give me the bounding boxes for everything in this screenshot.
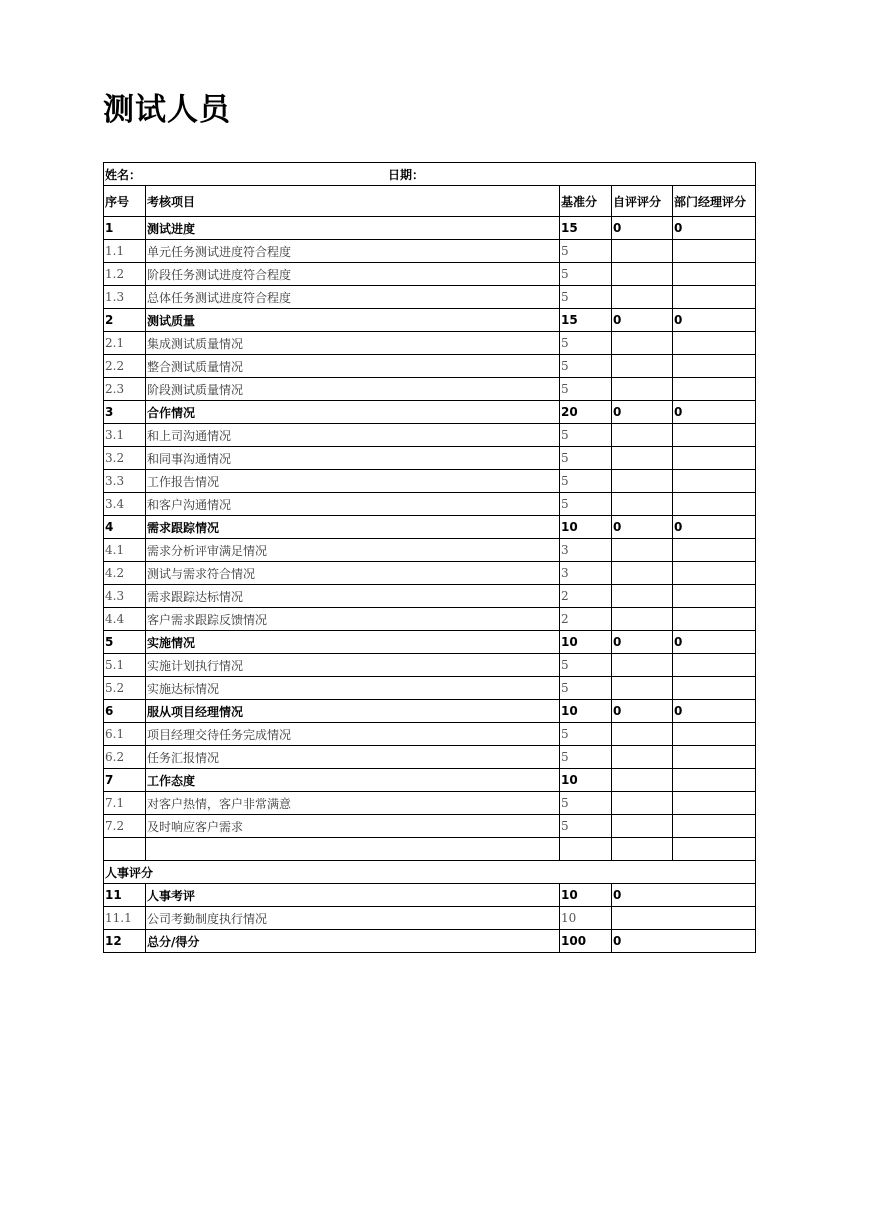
item-name: 阶段任务测试进度符合程度 bbox=[146, 263, 560, 286]
item-manager-score bbox=[673, 447, 756, 470]
item-manager-score bbox=[673, 240, 756, 263]
item-row bbox=[104, 815, 756, 838]
hr-section-row bbox=[104, 861, 756, 884]
group-name: 合作情况 bbox=[146, 401, 560, 424]
item-base: 5 bbox=[560, 493, 612, 516]
item-no: 1.2 bbox=[104, 263, 146, 286]
item-name: 和客户沟通情况 bbox=[146, 493, 560, 516]
header-no: 序号 bbox=[104, 186, 146, 217]
item-self-score bbox=[612, 654, 673, 677]
item-self-score bbox=[612, 470, 673, 493]
item-base: 5 bbox=[560, 723, 612, 746]
item-row bbox=[104, 539, 756, 562]
group-self-score: 0 bbox=[612, 700, 673, 723]
hr-item-no: 11.1 bbox=[104, 907, 146, 930]
item-base: 5 bbox=[560, 654, 612, 677]
item-name: 整合测试质量情况 bbox=[146, 355, 560, 378]
item-no: 4.3 bbox=[104, 585, 146, 608]
item-base: 5 bbox=[560, 378, 612, 401]
group-manager-score: 0 bbox=[673, 217, 756, 240]
item-manager-score bbox=[673, 470, 756, 493]
group-base: 15 bbox=[560, 309, 612, 332]
item-row bbox=[104, 723, 756, 746]
item-no: 2.1 bbox=[104, 332, 146, 355]
item-no: 4.1 bbox=[104, 539, 146, 562]
page-title: 测试人员 bbox=[103, 92, 231, 128]
item-base: 5 bbox=[560, 746, 612, 769]
item-self-score bbox=[612, 263, 673, 286]
item-manager-score bbox=[673, 815, 756, 838]
group-row bbox=[104, 217, 756, 240]
group-row bbox=[104, 631, 756, 654]
total-row bbox=[104, 930, 756, 953]
item-row bbox=[104, 585, 756, 608]
blank-base bbox=[560, 838, 612, 861]
group-base: 20 bbox=[560, 401, 612, 424]
group-base: 10 bbox=[560, 769, 612, 792]
item-self-score bbox=[612, 378, 673, 401]
group-manager-score: 0 bbox=[673, 309, 756, 332]
item-base: 5 bbox=[560, 332, 612, 355]
item-name: 集成测试质量情况 bbox=[146, 332, 560, 355]
item-manager-score bbox=[673, 654, 756, 677]
info-cell bbox=[104, 163, 756, 186]
item-self-score bbox=[612, 562, 673, 585]
item-no: 3.3 bbox=[104, 470, 146, 493]
item-name: 对客户热情，客户非常满意 bbox=[146, 792, 560, 815]
item-name: 总体任务测试进度符合程度 bbox=[146, 286, 560, 309]
item-no: 6.1 bbox=[104, 723, 146, 746]
header-base: 基准分 bbox=[560, 186, 612, 217]
item-no: 7.2 bbox=[104, 815, 146, 838]
group-no: 7 bbox=[104, 769, 146, 792]
item-name: 阶段测试质量情况 bbox=[146, 378, 560, 401]
item-no: 2.2 bbox=[104, 355, 146, 378]
item-self-score bbox=[612, 355, 673, 378]
item-self-score bbox=[612, 585, 673, 608]
item-self-score bbox=[612, 723, 673, 746]
item-row bbox=[104, 562, 756, 585]
group-self-score: 0 bbox=[612, 516, 673, 539]
item-manager-score bbox=[673, 792, 756, 815]
item-row bbox=[104, 286, 756, 309]
group-name: 需求跟踪情况 bbox=[146, 516, 560, 539]
item-row bbox=[104, 470, 756, 493]
item-manager-score bbox=[673, 286, 756, 309]
item-row bbox=[104, 424, 756, 447]
header-self: 自评评分 bbox=[612, 186, 673, 217]
item-self-score bbox=[612, 792, 673, 815]
total-name: 总分/得分 bbox=[146, 930, 560, 953]
item-self-score bbox=[612, 332, 673, 355]
item-name: 需求分析评审满足情况 bbox=[146, 539, 560, 562]
group-self-score: 0 bbox=[612, 631, 673, 654]
blank-self bbox=[612, 838, 673, 861]
item-no: 5.1 bbox=[104, 654, 146, 677]
item-base: 5 bbox=[560, 677, 612, 700]
item-self-score bbox=[612, 677, 673, 700]
item-manager-score bbox=[673, 424, 756, 447]
item-name: 实施计划执行情况 bbox=[146, 654, 560, 677]
blank-name bbox=[146, 838, 560, 861]
blank-manager bbox=[673, 838, 756, 861]
item-name: 及时响应客户需求 bbox=[146, 815, 560, 838]
date-label: 日期： bbox=[388, 167, 425, 182]
item-no: 6.2 bbox=[104, 746, 146, 769]
hr-group-row bbox=[104, 884, 756, 907]
hr-group-base: 10 bbox=[560, 884, 612, 907]
header-manager: 部门经理评分 bbox=[673, 186, 756, 217]
item-manager-score bbox=[673, 723, 756, 746]
item-no: 2.3 bbox=[104, 378, 146, 401]
group-manager-score: 0 bbox=[673, 401, 756, 424]
item-name: 工作报告情况 bbox=[146, 470, 560, 493]
item-self-score bbox=[612, 746, 673, 769]
item-manager-score bbox=[673, 608, 756, 631]
item-self-score bbox=[612, 447, 673, 470]
item-row bbox=[104, 240, 756, 263]
group-name: 测试进度 bbox=[146, 217, 560, 240]
item-self-score bbox=[612, 815, 673, 838]
evaluation-table bbox=[103, 162, 756, 953]
item-base: 2 bbox=[560, 585, 612, 608]
hr-item-base: 10 bbox=[560, 907, 612, 930]
item-manager-score bbox=[673, 263, 756, 286]
item-no: 3.1 bbox=[104, 424, 146, 447]
item-self-score bbox=[612, 240, 673, 263]
blank-row bbox=[104, 838, 756, 861]
header-row bbox=[104, 186, 756, 217]
item-row bbox=[104, 263, 756, 286]
hr-item-score bbox=[612, 907, 756, 930]
hr-group-no: 11 bbox=[104, 884, 146, 907]
group-name: 服从项目经理情况 bbox=[146, 700, 560, 723]
item-row bbox=[104, 677, 756, 700]
item-row bbox=[104, 792, 756, 815]
group-manager-score: 0 bbox=[673, 700, 756, 723]
item-name: 需求跟踪达标情况 bbox=[146, 585, 560, 608]
item-base: 3 bbox=[560, 539, 612, 562]
group-base: 10 bbox=[560, 516, 612, 539]
item-base: 5 bbox=[560, 470, 612, 493]
blank-no bbox=[104, 838, 146, 861]
item-name: 测试与需求符合情况 bbox=[146, 562, 560, 585]
item-name: 和上司沟通情况 bbox=[146, 424, 560, 447]
item-manager-score bbox=[673, 677, 756, 700]
item-row bbox=[104, 355, 756, 378]
item-row bbox=[104, 493, 756, 516]
group-name: 测试质量 bbox=[146, 309, 560, 332]
item-base: 3 bbox=[560, 562, 612, 585]
hr-item-row bbox=[104, 907, 756, 930]
group-self-score: 0 bbox=[612, 309, 673, 332]
item-row bbox=[104, 378, 756, 401]
group-name: 实施情况 bbox=[146, 631, 560, 654]
item-manager-score bbox=[673, 562, 756, 585]
total-base: 100 bbox=[560, 930, 612, 953]
group-row bbox=[104, 516, 756, 539]
item-base: 5 bbox=[560, 447, 612, 470]
group-name: 工作态度 bbox=[146, 769, 560, 792]
hr-group-name: 人事考评 bbox=[146, 884, 560, 907]
item-no: 4.4 bbox=[104, 608, 146, 631]
group-row bbox=[104, 309, 756, 332]
group-no: 5 bbox=[104, 631, 146, 654]
item-row bbox=[104, 746, 756, 769]
item-base: 5 bbox=[560, 263, 612, 286]
item-manager-score bbox=[673, 355, 756, 378]
item-manager-score bbox=[673, 332, 756, 355]
hr-section-label: 人事评分 bbox=[104, 861, 756, 884]
group-manager-score: 0 bbox=[673, 516, 756, 539]
group-no: 2 bbox=[104, 309, 146, 332]
item-name: 实施达标情况 bbox=[146, 677, 560, 700]
group-self-score bbox=[612, 769, 673, 792]
item-name: 和同事沟通情况 bbox=[146, 447, 560, 470]
group-row bbox=[104, 769, 756, 792]
item-name: 项目经理交待任务完成情况 bbox=[146, 723, 560, 746]
group-self-score: 0 bbox=[612, 217, 673, 240]
item-self-score bbox=[612, 424, 673, 447]
item-self-score bbox=[612, 539, 673, 562]
group-row bbox=[104, 401, 756, 424]
item-no: 4.2 bbox=[104, 562, 146, 585]
item-self-score bbox=[612, 493, 673, 516]
group-row bbox=[104, 700, 756, 723]
item-name: 任务汇报情况 bbox=[146, 746, 560, 769]
group-base: 15 bbox=[560, 217, 612, 240]
item-base: 5 bbox=[560, 240, 612, 263]
item-base: 5 bbox=[560, 424, 612, 447]
group-no: 3 bbox=[104, 401, 146, 424]
item-row bbox=[104, 332, 756, 355]
item-name: 单元任务测试进度符合程度 bbox=[146, 240, 560, 263]
info-row bbox=[104, 163, 756, 186]
item-base: 5 bbox=[560, 815, 612, 838]
item-self-score bbox=[612, 608, 673, 631]
hr-item-name: 公司考勤制度执行情况 bbox=[146, 907, 560, 930]
item-base: 5 bbox=[560, 286, 612, 309]
item-base: 2 bbox=[560, 608, 612, 631]
hr-group-score: 0 bbox=[612, 884, 756, 907]
group-manager-score bbox=[673, 769, 756, 792]
item-row bbox=[104, 654, 756, 677]
item-name: 客户需求跟踪反馈情况 bbox=[146, 608, 560, 631]
group-base: 10 bbox=[560, 700, 612, 723]
header-item: 考核项目 bbox=[146, 186, 560, 217]
item-no: 5.2 bbox=[104, 677, 146, 700]
total-score: 0 bbox=[612, 930, 756, 953]
item-base: 5 bbox=[560, 792, 612, 815]
item-no: 3.2 bbox=[104, 447, 146, 470]
name-label: 姓名： bbox=[105, 167, 142, 182]
item-self-score bbox=[612, 286, 673, 309]
group-no: 6 bbox=[104, 700, 146, 723]
item-row bbox=[104, 447, 756, 470]
item-base: 5 bbox=[560, 355, 612, 378]
item-no: 1.3 bbox=[104, 286, 146, 309]
item-manager-score bbox=[673, 539, 756, 562]
item-manager-score bbox=[673, 378, 756, 401]
group-no: 4 bbox=[104, 516, 146, 539]
group-manager-score: 0 bbox=[673, 631, 756, 654]
item-no: 1.1 bbox=[104, 240, 146, 263]
group-base: 10 bbox=[560, 631, 612, 654]
group-no: 1 bbox=[104, 217, 146, 240]
item-manager-score bbox=[673, 746, 756, 769]
item-manager-score bbox=[673, 493, 756, 516]
item-no: 3.4 bbox=[104, 493, 146, 516]
total-no: 12 bbox=[104, 930, 146, 953]
item-row bbox=[104, 608, 756, 631]
item-no: 7.1 bbox=[104, 792, 146, 815]
item-manager-score bbox=[673, 585, 756, 608]
group-self-score: 0 bbox=[612, 401, 673, 424]
